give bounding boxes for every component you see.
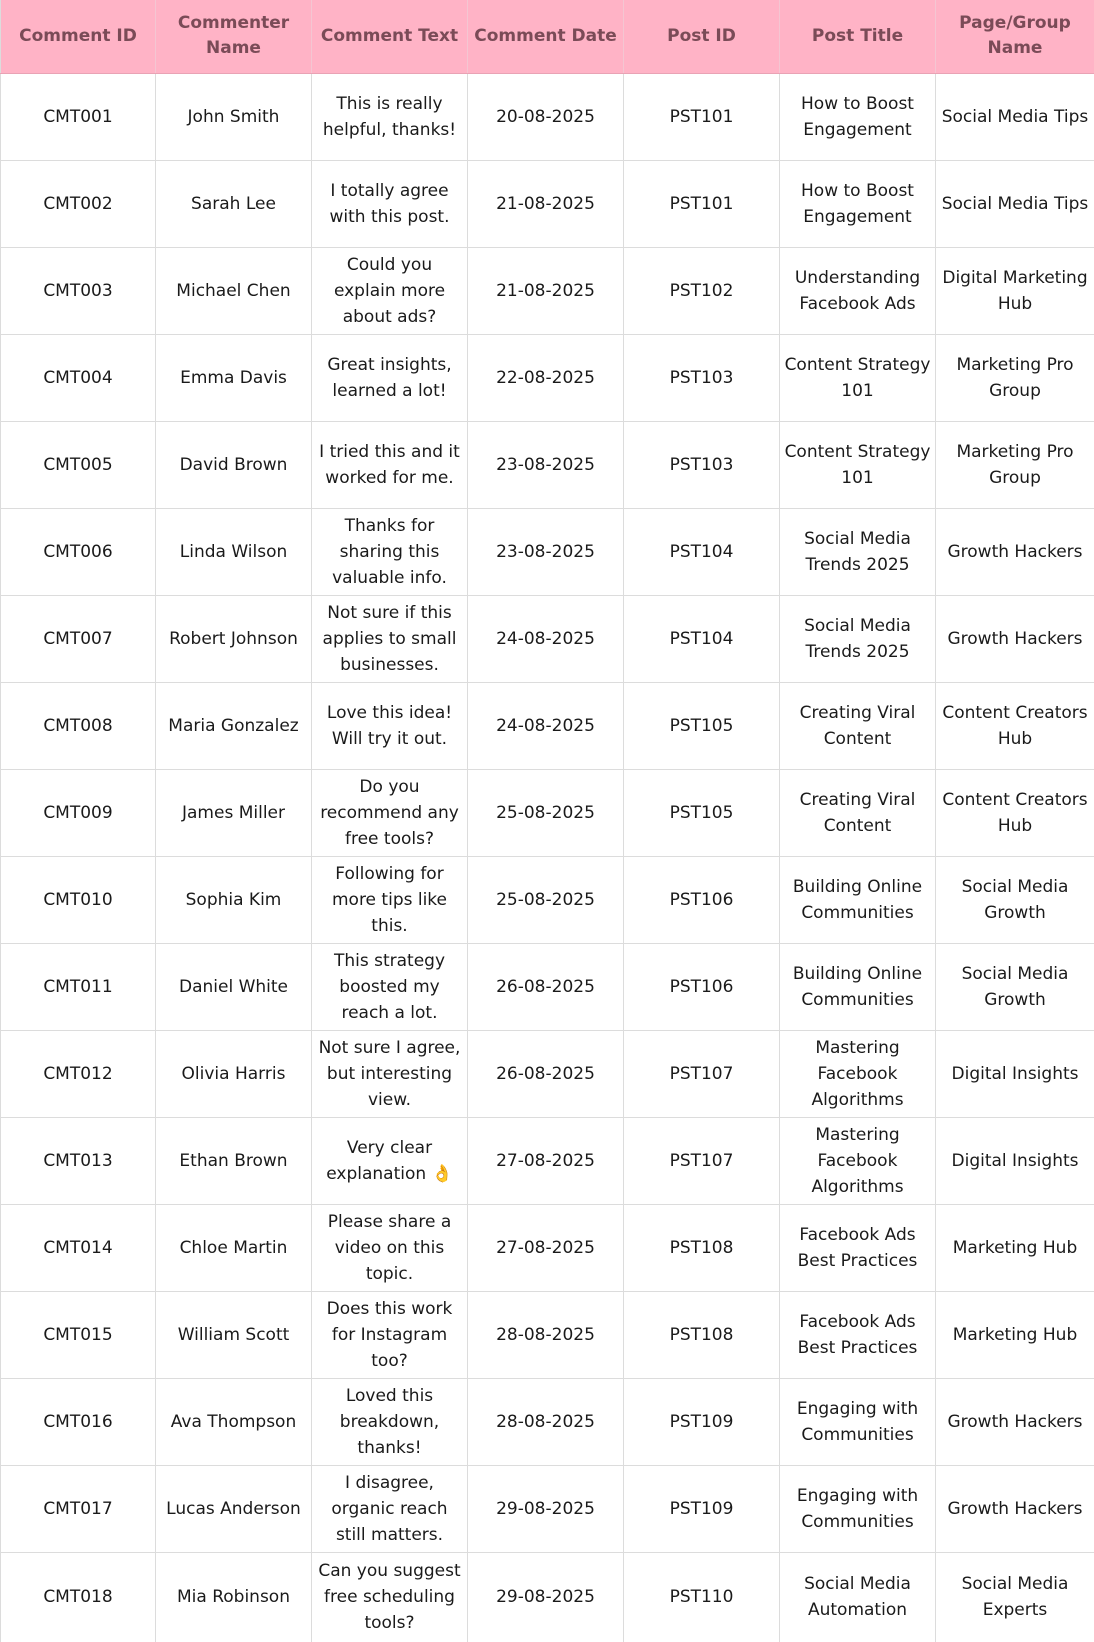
cell-comment-text[interactable]: I totally agree with this post.	[312, 160, 468, 247]
cell-comment-text[interactable]: I disagree, organic reach still matters.	[312, 1465, 468, 1552]
cell-comment-id[interactable]: CMT017	[1, 1465, 156, 1552]
cell-comment-date[interactable]: 28-08-2025	[468, 1378, 624, 1465]
cell-post-title[interactable]: Engaging with Communities	[780, 1465, 936, 1552]
cell-post-id[interactable]: PST101	[624, 160, 780, 247]
cell-comment-date[interactable]: 20-08-2025	[468, 73, 624, 160]
cell-page-group-name[interactable]: Growth Hackers	[936, 1378, 1094, 1465]
table-row	[1, 160, 1094, 247]
cell-comment-id[interactable]: CMT011	[1, 943, 156, 1030]
cell-comment-text[interactable]: Loved this breakdown, thanks!	[312, 1378, 468, 1465]
cell-comment-id[interactable]: CMT014	[1, 1204, 156, 1291]
cell-comment-date[interactable]: 29-08-2025	[468, 1465, 624, 1552]
cell-commenter-name[interactable]: Chloe Martin	[156, 1204, 312, 1291]
table-row	[1, 682, 1094, 769]
cell-post-title[interactable]: Building Online Communities	[780, 943, 936, 1030]
cell-post-id[interactable]: PST109	[624, 1465, 780, 1552]
cell-page-group-name[interactable]: Growth Hackers	[936, 508, 1094, 595]
table-row	[1, 421, 1094, 508]
cell-post-id[interactable]: PST105	[624, 769, 780, 856]
table-row	[1, 595, 1094, 682]
cell-comment-id[interactable]: CMT015	[1, 1291, 156, 1378]
cell-post-id[interactable]: PST110	[624, 1552, 780, 1642]
cell-post-id[interactable]: PST106	[624, 856, 780, 943]
cell-post-id[interactable]: PST105	[624, 682, 780, 769]
cell-commenter-name[interactable]: Maria Gonzalez	[156, 682, 312, 769]
cell-comment-date[interactable]: 21-08-2025	[468, 247, 624, 334]
cell-comment-id[interactable]: CMT007	[1, 595, 156, 682]
cell-page-group-name[interactable]: Digital Marketing Hub	[936, 247, 1094, 334]
cell-post-id[interactable]: PST107	[624, 1030, 780, 1117]
table-body	[1, 73, 1094, 1642]
cell-comment-id[interactable]: CMT001	[1, 73, 156, 160]
header-comment-id[interactable]: Comment ID	[1, 0, 156, 73]
cell-comment-id[interactable]: CMT010	[1, 856, 156, 943]
table-row	[1, 943, 1094, 1030]
header-post-id[interactable]: Post ID	[624, 0, 780, 73]
cell-page-group-name[interactable]: Social Media Tips	[936, 160, 1094, 247]
cell-commenter-name[interactable]: Michael Chen	[156, 247, 312, 334]
cell-comment-date[interactable]: 26-08-2025	[468, 943, 624, 1030]
table-row	[1, 1291, 1094, 1378]
cell-post-title[interactable]: Engaging with Communities	[780, 1378, 936, 1465]
cell-post-title[interactable]: Creating Viral Content	[780, 682, 936, 769]
cell-comment-id[interactable]: CMT012	[1, 1030, 156, 1117]
table-row	[1, 73, 1094, 160]
cell-commenter-name[interactable]: Lucas Anderson	[156, 1465, 312, 1552]
table-row	[1, 1030, 1094, 1117]
cell-post-title[interactable]: Facebook Ads Best Practices	[780, 1291, 936, 1378]
cell-comment-date[interactable]: 24-08-2025	[468, 595, 624, 682]
cell-comment-id[interactable]: CMT002	[1, 160, 156, 247]
cell-commenter-name[interactable]: James Miller	[156, 769, 312, 856]
header-comment-text[interactable]: Comment Text	[312, 0, 468, 73]
cell-comment-text[interactable]: Please share a video on this topic.	[312, 1204, 468, 1291]
cell-comment-date[interactable]: 26-08-2025	[468, 1030, 624, 1117]
cell-comment-text[interactable]: Very clear explanation 👌	[312, 1117, 468, 1204]
cell-comment-id[interactable]: CMT003	[1, 247, 156, 334]
cell-post-title[interactable]: Social Media Trends 2025	[780, 595, 936, 682]
table-row	[1, 856, 1094, 943]
cell-page-group-name[interactable]: Marketing Pro Group	[936, 421, 1094, 508]
cell-comment-date[interactable]: 23-08-2025	[468, 508, 624, 595]
cell-commenter-name[interactable]: Sarah Lee	[156, 160, 312, 247]
header-post-title[interactable]: Post Title	[780, 0, 936, 73]
table-row	[1, 1552, 1094, 1642]
cell-commenter-name[interactable]: John Smith	[156, 73, 312, 160]
cell-post-id[interactable]: PST107	[624, 1117, 780, 1204]
cell-page-group-name[interactable]: Social Media Experts	[936, 1552, 1094, 1642]
table-row	[1, 247, 1094, 334]
cell-comment-text[interactable]: Can you suggest free scheduling tools?	[312, 1552, 468, 1642]
cell-post-id[interactable]: PST101	[624, 73, 780, 160]
table-row	[1, 1465, 1094, 1552]
cell-page-group-name[interactable]: Marketing Hub	[936, 1291, 1094, 1378]
cell-comment-id[interactable]: CMT016	[1, 1378, 156, 1465]
cell-comment-date[interactable]: 24-08-2025	[468, 682, 624, 769]
cell-page-group-name[interactable]: Digital Insights	[936, 1117, 1094, 1204]
cell-comment-text[interactable]: Great insights, learned a lot!	[312, 334, 468, 421]
cell-comment-id[interactable]: CMT005	[1, 421, 156, 508]
header-row	[1, 0, 1094, 73]
cell-post-id[interactable]: PST104	[624, 595, 780, 682]
cell-comment-date[interactable]: 21-08-2025	[468, 160, 624, 247]
cell-post-title[interactable]: Content Strategy 101	[780, 334, 936, 421]
cell-post-title[interactable]: Content Strategy 101	[780, 421, 936, 508]
cell-commenter-name[interactable]: Mia Robinson	[156, 1552, 312, 1642]
cell-post-id[interactable]: PST108	[624, 1291, 780, 1378]
cell-comment-text[interactable]: Does this work for Instagram too?	[312, 1291, 468, 1378]
cell-post-title[interactable]: How to Boost Engagement	[780, 160, 936, 247]
cell-comment-id[interactable]: CMT018	[1, 1552, 156, 1642]
cell-comment-date[interactable]: 22-08-2025	[468, 334, 624, 421]
cell-commenter-name[interactable]: Ethan Brown	[156, 1117, 312, 1204]
header-comment-date[interactable]: Comment Date	[468, 0, 624, 73]
cell-page-group-name[interactable]: Growth Hackers	[936, 595, 1094, 682]
cell-comment-id[interactable]: CMT006	[1, 508, 156, 595]
header-commenter-name[interactable]: Commenter Name	[156, 0, 312, 73]
cell-comment-id[interactable]: CMT004	[1, 334, 156, 421]
cell-post-id[interactable]: PST103	[624, 334, 780, 421]
cell-comment-date[interactable]: 25-08-2025	[468, 769, 624, 856]
cell-post-title[interactable]: Building Online Communities	[780, 856, 936, 943]
cell-comment-text[interactable]: This is really helpful, thanks!	[312, 73, 468, 160]
cell-commenter-name[interactable]: Emma Davis	[156, 334, 312, 421]
cell-post-title[interactable]: Mastering Facebook Algorithms	[780, 1030, 936, 1117]
cell-comment-text[interactable]: Not sure I agree, but interesting view.	[312, 1030, 468, 1117]
cell-post-id[interactable]: PST103	[624, 421, 780, 508]
cell-commenter-name[interactable]: David Brown	[156, 421, 312, 508]
cell-comment-text[interactable]: This strategy boosted my reach a lot.	[312, 943, 468, 1030]
cell-commenter-name[interactable]: Daniel White	[156, 943, 312, 1030]
table-row	[1, 1204, 1094, 1291]
cell-comment-id[interactable]: CMT009	[1, 769, 156, 856]
cell-comment-text[interactable]: Love this idea! Will try it out.	[312, 682, 468, 769]
cell-post-title[interactable]: Mastering Facebook Algorithms	[780, 1117, 936, 1204]
cell-commenter-name[interactable]: Olivia Harris	[156, 1030, 312, 1117]
cell-comment-text[interactable]: Not sure if this applies to small businesses.	[312, 595, 468, 682]
cell-comment-date[interactable]: 23-08-2025	[468, 421, 624, 508]
table-row	[1, 1117, 1094, 1204]
table-row	[1, 334, 1094, 421]
cell-page-group-name[interactable]: Content Creators Hub	[936, 682, 1094, 769]
cell-comment-date[interactable]: 27-08-2025	[468, 1204, 624, 1291]
cell-comment-id[interactable]: CMT008	[1, 682, 156, 769]
cell-comment-date[interactable]: 27-08-2025	[468, 1117, 624, 1204]
cell-commenter-name[interactable]: Ava Thompson	[156, 1378, 312, 1465]
cell-comment-id[interactable]: CMT013	[1, 1117, 156, 1204]
header-page-group-name[interactable]: Page/Group Name	[936, 0, 1094, 73]
cell-post-id[interactable]: PST108	[624, 1204, 780, 1291]
cell-comment-date[interactable]: 25-08-2025	[468, 856, 624, 943]
cell-post-id[interactable]: PST109	[624, 1378, 780, 1465]
cell-comment-text[interactable]: Could you explain more about ads?	[312, 247, 468, 334]
cell-page-group-name[interactable]: Marketing Hub	[936, 1204, 1094, 1291]
cell-comment-text[interactable]: Following for more tips like this.	[312, 856, 468, 943]
cell-page-group-name[interactable]: Marketing Pro Group	[936, 334, 1094, 421]
cell-page-group-name[interactable]: Social Media Growth	[936, 856, 1094, 943]
cell-page-group-name[interactable]: Growth Hackers	[936, 1465, 1094, 1552]
cell-post-id[interactable]: PST102	[624, 247, 780, 334]
cell-comment-text[interactable]: Do you recommend any free tools?	[312, 769, 468, 856]
table-row	[1, 1378, 1094, 1465]
cell-page-group-name[interactable]: Content Creators Hub	[936, 769, 1094, 856]
table-row	[1, 508, 1094, 595]
cell-post-title[interactable]: Facebook Ads Best Practices	[780, 1204, 936, 1291]
cell-commenter-name[interactable]: Linda Wilson	[156, 508, 312, 595]
cell-post-title[interactable]: How to Boost Engagement	[780, 73, 936, 160]
cell-commenter-name[interactable]: William Scott	[156, 1291, 312, 1378]
cell-commenter-name[interactable]: Robert Johnson	[156, 595, 312, 682]
cell-post-title[interactable]: Social Media Automation	[780, 1552, 936, 1642]
table-row	[1, 769, 1094, 856]
cell-comment-text[interactable]: Thanks for sharing this valuable info.	[312, 508, 468, 595]
cell-commenter-name[interactable]: Sophia Kim	[156, 856, 312, 943]
cell-comment-date[interactable]: 29-08-2025	[468, 1552, 624, 1642]
cell-comment-text[interactable]: I tried this and it worked for me.	[312, 421, 468, 508]
cell-page-group-name[interactable]: Digital Insights	[936, 1030, 1094, 1117]
cell-post-title[interactable]: Understanding Facebook Ads	[780, 247, 936, 334]
cell-post-title[interactable]: Creating Viral Content	[780, 769, 936, 856]
cell-post-id[interactable]: PST104	[624, 508, 780, 595]
cell-page-group-name[interactable]: Social Media Growth	[936, 943, 1094, 1030]
cell-comment-date[interactable]: 28-08-2025	[468, 1291, 624, 1378]
cell-post-id[interactable]: PST106	[624, 943, 780, 1030]
cell-page-group-name[interactable]: Social Media Tips	[936, 73, 1094, 160]
cell-post-title[interactable]: Social Media Trends 2025	[780, 508, 936, 595]
